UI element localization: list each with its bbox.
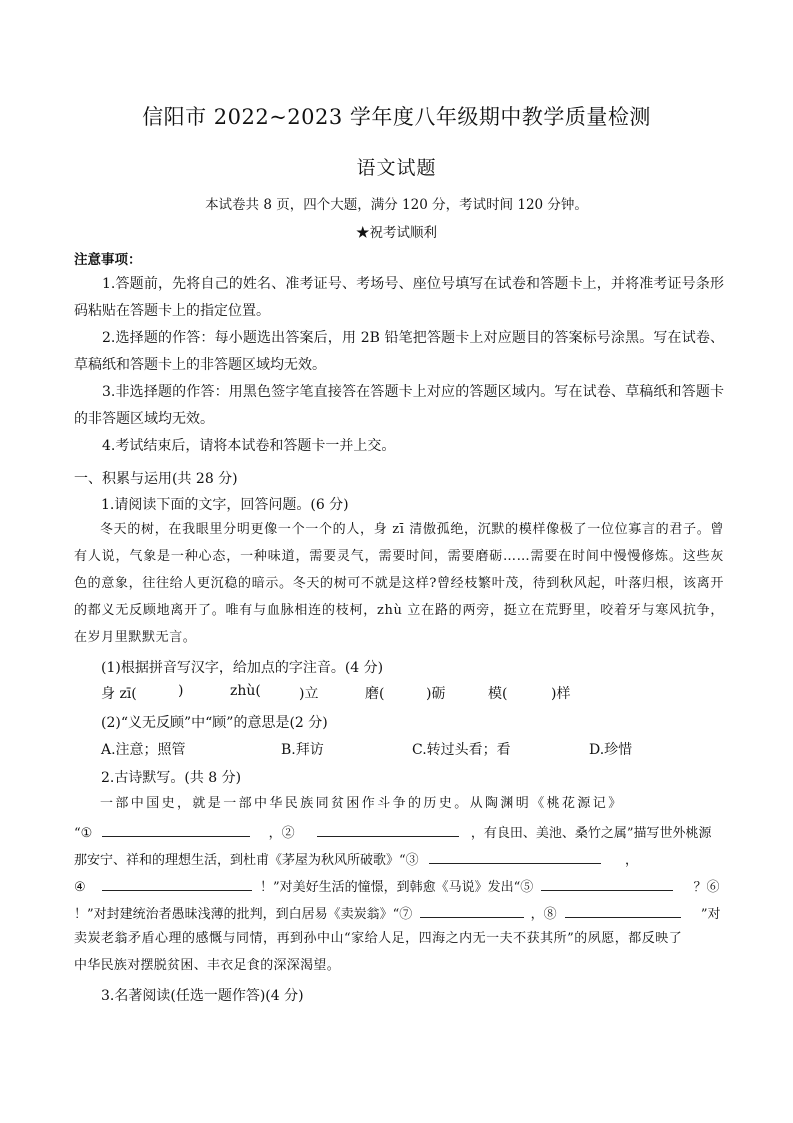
blank-label: ！”对封建统治者愚昧浅薄的批判，到白居易《卖炭翁》“⑦ (74, 907, 413, 922)
notes-heading: 注意事项： (74, 252, 142, 268)
pinyin-item: 模( (488, 686, 508, 702)
option-a: A.注意；照管 (101, 742, 186, 758)
question-2-line7: 中华民族对摆脱贫困、丰衣足食的深深渴望。 (74, 958, 341, 973)
answer-blank-2[interactable] (317, 822, 459, 837)
question-2-line5 (74, 903, 721, 922)
blank-label: ， (624, 853, 638, 868)
blank-label: ，② (268, 826, 295, 841)
blank-label: ，有良田、美池、桑竹之属”描写世外桃源 (470, 826, 712, 841)
answer-blank-3[interactable] (429, 849, 601, 864)
answer-blank-5[interactable] (541, 876, 673, 891)
blank-label: “① (74, 826, 93, 841)
answer-blank-1[interactable] (102, 822, 250, 837)
exam-title: 信阳市 2022~2023 学年度八年级期中教学质量检测 (142, 105, 651, 129)
question-2-line2 (74, 822, 712, 841)
option-c: C.转过头看；看 (412, 742, 511, 758)
note-item: 2.选择题的作答：每小题选出答案后，用 2B 铅笔把答题卡上对应题目的答案标号涂黑。写在试卷、草稿纸和答题卡上的非答题区域均无效。 (74, 330, 724, 373)
blank-label: 那安宁、祥和的理想生活，到杜甫《茅屋为秋风所破歌》“③ (74, 853, 419, 868)
note-item: 4.考试结束后，请将本试卷和答题卡一并上交。 (102, 438, 396, 454)
question-2-stem: 2.古诗默写。(共 8 分) (101, 770, 242, 786)
blank-label: ！”对美好生活的憧憬，到韩愈《马说》发出“⑤ (259, 880, 534, 895)
pinyin-item: )立 (299, 686, 319, 702)
question-1-stem: 1.请阅读下面的文字，回答问题。(6 分) (101, 497, 349, 513)
question-2-line6: 卖炭老翁矛盾心理的感慨与同情，再到孙中山“家给人足，四海之内无一夫不获其所”的夙愿，都反映了 (74, 931, 683, 946)
blank-label: ”对 (700, 907, 721, 922)
question-1-sub1: (1)根据拼音写汉字，给加点的字注音。(4 分) (101, 660, 384, 676)
blank-label: ，⑧ (530, 907, 557, 922)
option-d: D.珍惜 (589, 742, 633, 758)
blank-label: ？⑥ (693, 880, 720, 895)
pinyin-item: )样 (551, 686, 571, 702)
note-item: 3.非选择题的作答：用黑色签字笔直接答在答题卡上对应的答题区域内。写在试卷、草稿纸和答题卡的非答题区域均无效。 (74, 384, 724, 427)
pinyin-item: 身 zī( (101, 686, 137, 702)
answer-blank-4[interactable] (102, 876, 252, 891)
exam-wish: ★祝考试顺利 (356, 225, 437, 241)
question-1-sub2: (2)“义无反顾”中“顾”的意思是(2 分) (101, 715, 328, 731)
option-b: B.拜访 (281, 742, 324, 758)
question-1-passage: 冬天的树，在我眼里分明更像一个一个的人，身 zī 清傲孤绝，沉默的模样像极了一位位寡言的君子。曾有人说，气象是一种心态，一种味道，需要灵气，需要时间，需要磨砺……需要在时间中慢慢修炼。这些灰色的意象，往往给人更沉稳的暗示。冬天的树可不就是这样?曾经枝繁叶茂，待到秋风起，叶落归根，该离开的都义无反顾地离开了。唯有与血脉相连的枝柯，zhù 立在路的两旁，挺立在荒野里，咬着牙与寒风抗争，在岁月里默默无言。 (74, 522, 724, 645)
answer-blank-8[interactable] (565, 903, 681, 918)
question-2-line1: 一部中国史，就是一部中华民族同贫困作斗争的历史。从陶渊明《桃花源记》 (100, 796, 624, 811)
exam-info: 本试卷共 8 页，四个大题，满分 120 分，考试时间 120 分钟。 (205, 197, 588, 213)
blank-label: ④ (74, 880, 86, 895)
pinyin-item: 磨( (365, 686, 385, 702)
pinyin-item: )砺 (426, 686, 446, 702)
question-2-line4 (74, 876, 720, 895)
section-heading: 一、积累与运用(共 28 分) (74, 471, 238, 487)
note-item: 1.答题前，先将自己的姓名、准考证号、考场号、座位号填写在试卷和答题卡上，并将准考证号条形码粘贴在答题卡上的指定位置。 (74, 276, 724, 319)
answer-blank-7[interactable] (420, 903, 524, 918)
pinyin-item: zhù( (230, 683, 261, 699)
pinyin-item: ) (178, 683, 184, 699)
question-3-stem: 3.名著阅读(任选一题作答)(4 分) (101, 988, 304, 1004)
exam-subtitle: 语文试题 (356, 157, 437, 179)
question-2-line3 (74, 849, 638, 868)
